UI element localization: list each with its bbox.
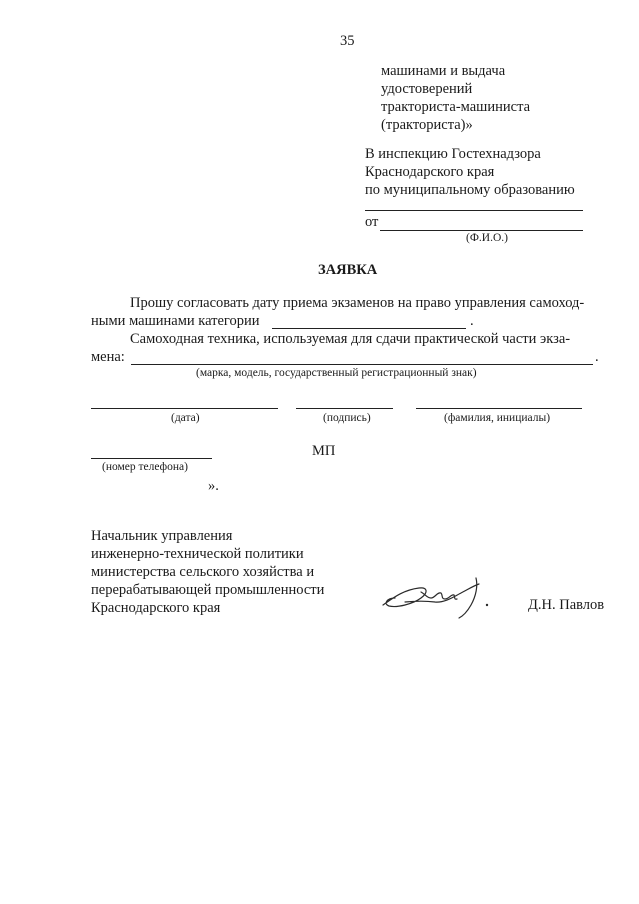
signature-caption: (подпись) (323, 412, 371, 424)
request-text-line-1: Прошу согласовать дату приема экзаменов на право управления самоход- (130, 295, 585, 311)
fio-caption: (Ф.И.О.) (466, 232, 508, 244)
request-text-line-2: ными машинами категории (91, 313, 260, 329)
vehicle-text-line-2: мена: (91, 349, 125, 365)
municipality-underline (365, 210, 583, 211)
official-line-5: Краснодарского края (91, 600, 221, 616)
addressee-line-2: Краснодарского края (365, 164, 495, 180)
closing-quote: ». (208, 478, 219, 494)
request-text-line-2-end: . (470, 313, 474, 329)
date-caption: (дата) (171, 412, 200, 424)
phone-caption: (номер телефона) (102, 461, 188, 473)
header-line-4: (тракториста)» (381, 117, 473, 133)
handwritten-signature (375, 572, 495, 622)
official-name: Д.Н. Павлов (528, 597, 605, 613)
fio-underline (380, 230, 583, 231)
name-underline (416, 408, 582, 409)
date-underline (91, 408, 278, 409)
official-line-2: инженерно-технической политики (91, 546, 304, 562)
vehicle-underline (131, 364, 593, 365)
phone-underline (91, 458, 212, 459)
header-line-3: тракториста-машиниста (381, 99, 531, 115)
stamp-label: МП (312, 443, 336, 459)
document-title: ЗАЯВКА (318, 262, 378, 278)
addressee-line-3: по муниципальному образованию (365, 182, 575, 198)
official-line-4: перерабатывающей промышленности (91, 582, 325, 598)
from-label: от (365, 214, 379, 230)
page-number: 35 (340, 33, 355, 49)
signature-underline (296, 408, 393, 409)
vehicle-caption: (марка, модель, государственный регистрационный знак) (196, 367, 477, 379)
header-line-1: машинами и выдача (381, 63, 506, 79)
name-caption: (фамилия, инициалы) (444, 412, 551, 424)
official-line-3: министерства сельского хозяйства и (91, 564, 315, 580)
vehicle-text-line-2-end: . (595, 349, 599, 365)
vehicle-text-line-1: Самоходная техника, используемая для сдачи практической части экза- (130, 331, 571, 347)
header-line-2: удостоверений (381, 81, 473, 97)
addressee-line-1: В инспекцию Гостехнадзора (365, 146, 541, 162)
official-line-1: Начальник управления (91, 528, 233, 544)
category-underline (272, 328, 466, 329)
